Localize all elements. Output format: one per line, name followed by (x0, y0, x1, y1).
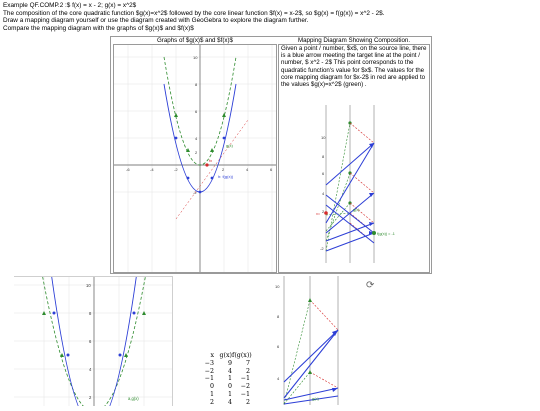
map-tick: 10 (321, 135, 326, 140)
lower-gx-label: a,g(x) (128, 396, 139, 401)
fgx-label: h: f(g(x)) (218, 174, 234, 179)
table-row (200, 368, 250, 376)
table-cell: 4 (227, 398, 232, 406)
y-tick: 6 (195, 109, 198, 114)
table-cell: 9 (227, 359, 232, 367)
x-tick: 4 (246, 167, 249, 172)
gx-point (222, 113, 226, 117)
y-tick: -2 (193, 190, 197, 195)
table-cell: 2 (245, 367, 250, 375)
table-cell: −2 (204, 367, 214, 375)
table-cell: 1 (227, 390, 232, 398)
table-row (200, 360, 250, 368)
lower-map-tick: 6 (277, 344, 280, 349)
table-cell: 2 (245, 398, 250, 406)
intro-line-1: Example QF.COMP.2 :$ f(x) = x - 2; g(x) = x^2$ (3, 2, 137, 9)
gx-point (174, 113, 178, 117)
graphs-caption: Graphs of $g(x)$ and $f(x)$ (156, 37, 233, 44)
lower-y-tick: 10 (86, 283, 91, 288)
fgx-point (187, 177, 190, 180)
mapping-description: Given a point / number, $x$, on the source line, there is a blue arrow meeting the target line at the point / number, $ x^2 - 2$ This point corresponds to the quadratic function's value for $x$. The values for the core mapping diagram for $x-2$ in red are applied to the values $g(x)=x^2$ (green) . (281, 45, 427, 89)
map-gx-label: g(x) (353, 208, 360, 212)
table-row (200, 375, 250, 383)
table-cell: −1 (240, 390, 250, 398)
map-fgx-label: f(g(x)) = -1 (377, 232, 395, 236)
table-cell: 0 (209, 383, 214, 391)
values-table (200, 352, 250, 407)
lower-y-tick: 4 (89, 367, 92, 372)
table-cell: −2 (240, 383, 250, 391)
fx-point (205, 163, 208, 166)
y-tick: 8 (195, 82, 198, 87)
lower-map-tick: 10 (275, 284, 280, 289)
map-tick: 2 (322, 209, 325, 214)
y-tick: 2 (195, 150, 198, 155)
table-cell: 0 (227, 383, 232, 391)
x-tick: -6 (126, 167, 130, 172)
lower-map-gx-label: g(x) (312, 396, 319, 401)
table-header: x (210, 352, 214, 359)
lower-map-tick: 4 (277, 376, 280, 381)
map-origin-label: x= (316, 212, 321, 216)
fgx-point (175, 137, 178, 140)
lower-graph-panel[interactable] (14, 276, 173, 406)
origin-point (324, 211, 328, 215)
table-cell: −1 (240, 375, 250, 383)
table-header: f(g(x)) (232, 352, 252, 359)
map-tick: 4 (322, 191, 325, 196)
graphs-panel (113, 44, 277, 273)
lower-y-tick: 8 (89, 311, 92, 316)
fgx-point (211, 177, 214, 180)
fgx-point (199, 191, 202, 194)
table-cell: 1 (209, 390, 214, 398)
fgx-target-point (372, 231, 376, 235)
fx-line (176, 120, 248, 219)
fx-label: fx (209, 158, 213, 163)
table-cell: −3 (204, 359, 214, 367)
map-tick: -2 (320, 246, 324, 251)
x-tick: 6 (270, 167, 273, 172)
lower-graph-svg (14, 277, 172, 406)
graphs-svg (114, 45, 276, 272)
intro-line-3: Draw a mapping diagram yourself or use the diagram created with GeoGebra to explore the diagram further. (3, 17, 309, 25)
refresh-icon[interactable]: ⟳ (366, 280, 375, 291)
table-row (200, 383, 250, 391)
map-tick: 6 (322, 171, 325, 176)
table-cell: 1 (227, 375, 232, 383)
lower-y-tick: 2 (89, 395, 92, 400)
lower-mapping-svg (270, 276, 382, 405)
lower-mapping-panel[interactable] (270, 276, 382, 405)
table-cell: 4 (227, 367, 232, 375)
table-row (200, 391, 250, 399)
table-cell: −1 (204, 375, 214, 383)
map-tick: 8 (322, 154, 325, 159)
y-tick: 4 (195, 136, 198, 141)
intro-text (3, 2, 523, 32)
intro-line-4: Compare the mapping diagram with the graphs of $g(x)$ and $f(x)$ (3, 24, 194, 32)
x-tick: 2 (222, 167, 225, 172)
table-header: g(x) (219, 352, 232, 359)
x-tick: -4 (150, 167, 154, 172)
gx-label: g(x) (226, 143, 233, 148)
x-tick: -2 (174, 167, 178, 172)
table-header-row (200, 352, 250, 360)
intro-line-2: The composition of the core quadratic function $g(x)=x^2$ followed by the core linear function $f(x) = x-2$, so $g(x) = f(g(x)) = x^2 - 2$. (3, 9, 385, 17)
y-tick: 10 (193, 55, 198, 60)
table-row (200, 399, 250, 407)
lower-y-tick: 6 (89, 339, 92, 344)
lower-map-tick: 8 (277, 314, 280, 319)
table-cell: 2 (209, 398, 214, 406)
mapping-caption: Mapping Diagram Showing Composition. (297, 37, 411, 44)
fgx-point (223, 137, 226, 140)
table-cell: 7 (245, 359, 250, 367)
